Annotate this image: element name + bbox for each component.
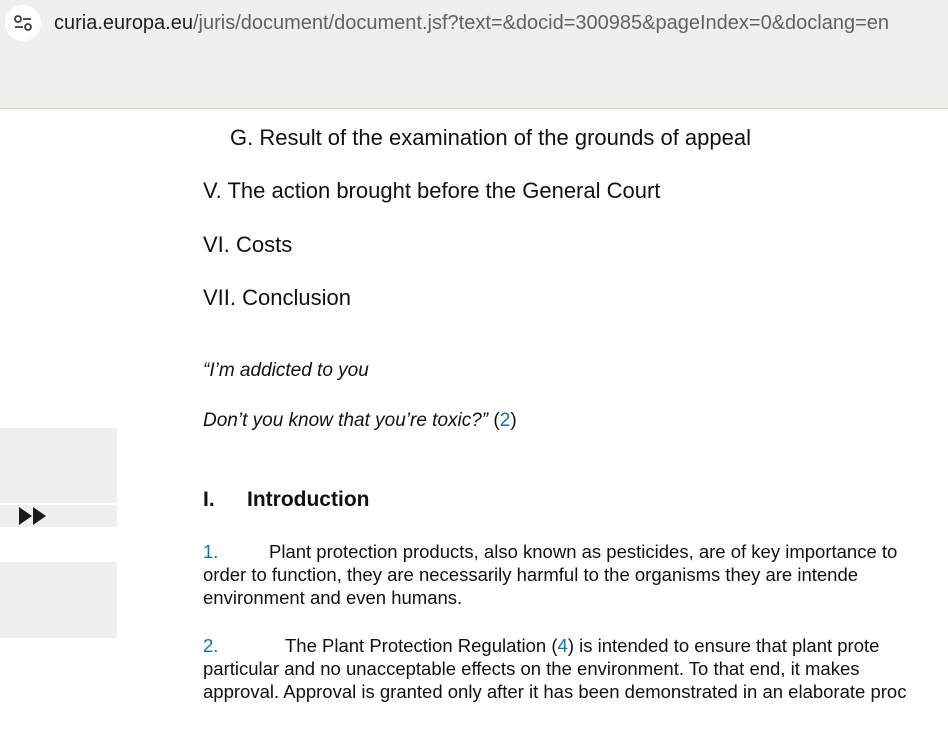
paragraph-number[interactable]: 2. [203, 635, 219, 656]
fast-forward-button[interactable] [0, 505, 117, 527]
epigraph-text: Don’t you know that you’re toxic?” [203, 410, 489, 431]
epigraph-line-2 [203, 409, 517, 433]
toc-item-v[interactable]: V. The action brought before the General Court [203, 178, 661, 203]
footnote-open: ( [488, 410, 500, 431]
paragraph-line [203, 634, 948, 657]
fast-forward-icon [19, 507, 49, 525]
paragraph-line: environment and even humans. [203, 587, 463, 608]
side-panel-bottom[interactable] [0, 562, 117, 638]
paragraph-text: ) is intended to ensure that plant prote [567, 635, 880, 656]
browser-toolbar [0, 0, 948, 109]
paragraph-line: particular and no unacceptable effects on the environment. To that end, it makes [203, 658, 860, 679]
url-path: /juris/document/document.jsf?text=&docid=300985&pageIndex=0&doclang=en [192, 12, 890, 34]
document-content [0, 109, 948, 729]
paragraph-text: The Plant Protection Regulation ( [285, 635, 558, 656]
site-info-button[interactable] [5, 5, 41, 41]
paragraph-1 [203, 540, 948, 609]
paragraph-text: Plant protection products, also known as pesticides, are of key importance to [269, 541, 898, 562]
toc-item-vi[interactable]: VI. Costs [203, 232, 293, 257]
address-bar[interactable] [54, 11, 948, 35]
side-panel-top[interactable] [0, 428, 117, 503]
paragraph-line [203, 540, 948, 563]
toc-item-g[interactable]: G. Result of the examination of the grounds of appeal [230, 125, 751, 150]
section-heading [203, 488, 369, 512]
url-host: curia.europa.eu [54, 12, 193, 34]
footnote-close: ) [510, 410, 517, 431]
footnote-link-2[interactable]: 2 [499, 410, 511, 431]
paragraph-line: order to function, they are necessarily harmful to the organisms they are intende [203, 564, 859, 585]
section-number: I. [203, 488, 215, 511]
section-title: Introduction [247, 488, 370, 511]
paragraph-number[interactable]: 1. [203, 541, 219, 562]
paragraph-2 [203, 634, 948, 703]
footnote-link-4[interactable]: 4 [557, 635, 568, 656]
toc-item-vii[interactable]: VII. Conclusion [203, 285, 351, 310]
paragraph-line: approval. Approval is granted only after it has been demonstrated in an elaborate proc [203, 681, 907, 702]
epigraph-line-1: “I’m addicted to you [203, 360, 369, 381]
tune-icon [12, 12, 34, 34]
